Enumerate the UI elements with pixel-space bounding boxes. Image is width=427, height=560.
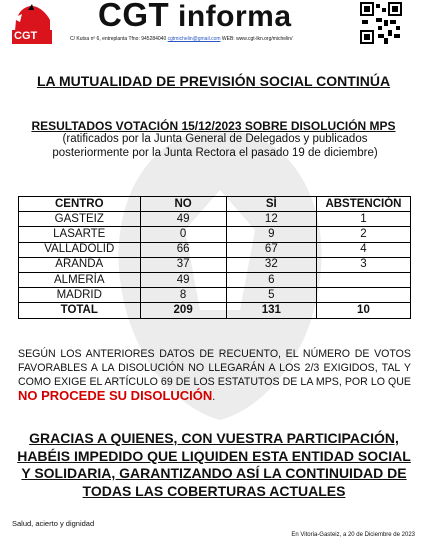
total-row [19, 303, 411, 318]
total-no: 209 [140, 303, 226, 318]
total-abstencion: 10 [316, 303, 410, 318]
cell-centro: VALLADOLID [19, 242, 141, 257]
contact-line [70, 36, 292, 42]
email-link[interactable]: cgtmichelin@gmail.com [167, 36, 221, 42]
cell-centro: MADRID [19, 288, 141, 303]
results-note: (ratificados por la Junta General de Delegados y publicados posteriormente por la Junta Rectora el pasado 19 de diciembre) [52, 133, 378, 159]
dateline: En Vitoria-Gasteiz, a 20 de Diciembre de 2023 [291, 532, 415, 538]
letterhead [0, 0, 427, 48]
cell-centro: LASARTE [19, 227, 141, 242]
column-header: SÍ [226, 197, 316, 212]
cell-no: 8 [140, 288, 226, 303]
table-header-row [19, 197, 411, 212]
brand-title [98, 0, 292, 34]
cell-abstencion: 2 [316, 227, 410, 242]
cell-no: 49 [140, 272, 226, 287]
table-row [19, 242, 411, 257]
table-row [19, 212, 411, 227]
results-heading: RESULTADOS VOTACIÓN 15/12/2023 SOBRE DISOLUCIÓN MPS [31, 119, 396, 133]
cell-abstencion: 4 [316, 242, 410, 257]
qr-code-icon [360, 2, 402, 44]
cell-no: 0 [140, 227, 226, 242]
cell-no: 49 [140, 212, 226, 227]
address-text: C/ Kutxa nº 6, entreplanta Tfno: 945284040 [70, 36, 167, 42]
results-table [18, 196, 411, 319]
conclusion-end: . [212, 391, 216, 403]
column-header: ABSTENCIÓN [316, 197, 410, 212]
closing-salute: Salud, acierto y dignidad [12, 519, 95, 528]
cell-abstencion: 1 [316, 212, 410, 227]
cell-no: 66 [140, 242, 226, 257]
cell-centro: GASTEIZ [19, 212, 141, 227]
cell-si: 5 [226, 288, 316, 303]
cell-si: 9 [226, 227, 316, 242]
cell-si: 32 [226, 257, 316, 272]
cell-no: 37 [140, 257, 226, 272]
conclusion-highlight: NO PROCEDE SU DISOLUCIÓN [18, 388, 213, 403]
thanks-message: GRACIAS A QUIENES, CON VUESTRA PARTICIPACIÓN, HABÉIS IMPEDIDO QUE LIQUIDEN ESTA ENTIDAD SOCIAL Y SOLIDARIA, GARANTIZANDO ASÍ LA CONTINUIDAD DE TODAS LAS COBERTURAS ACTUALES [17, 430, 411, 499]
page-title: LA MUTUALIDAD DE PREVISIÓN SOCIAL CONTINÚA [36, 73, 391, 89]
cell-si: 67 [226, 242, 316, 257]
cell-si: 12 [226, 212, 316, 227]
conclusion-paragraph [18, 347, 411, 404]
brand-informa: informa [178, 0, 292, 33]
column-header: CENTRO [19, 197, 141, 212]
cell-abstencion [316, 272, 410, 287]
cell-si: 6 [226, 272, 316, 287]
cell-centro: ARANDA [19, 257, 141, 272]
table-row [19, 272, 411, 287]
cell-abstencion: 3 [316, 257, 410, 272]
cell-abstencion [316, 288, 410, 303]
logo-label: CGT [14, 30, 38, 42]
web-text: WEB: www.cgt-lkn.org/michelin/ [221, 36, 293, 42]
table-row [19, 257, 411, 272]
total-si: 131 [226, 303, 316, 318]
table-row [19, 227, 411, 242]
table-row [19, 288, 411, 303]
total-label: TOTAL [19, 303, 141, 318]
brand-cgt: CGT [98, 0, 170, 33]
conclusion-text: SEGÚN LOS ANTERIORES DATOS DE RECUENTO, EL NÚMERO DE VOTOS FAVORABLES A LA DISOLUCIÓN NO LLEGARÁN A LOS 2/3 EXIGIDOS, TAL Y COMO EXIGE EL ARTÍCULO 69 DE LOS ESTATUTOS DE LA MPS, POR LO QUE [18, 348, 411, 388]
cell-centro: ALMERÍA [19, 272, 141, 287]
column-header: NO [140, 197, 226, 212]
